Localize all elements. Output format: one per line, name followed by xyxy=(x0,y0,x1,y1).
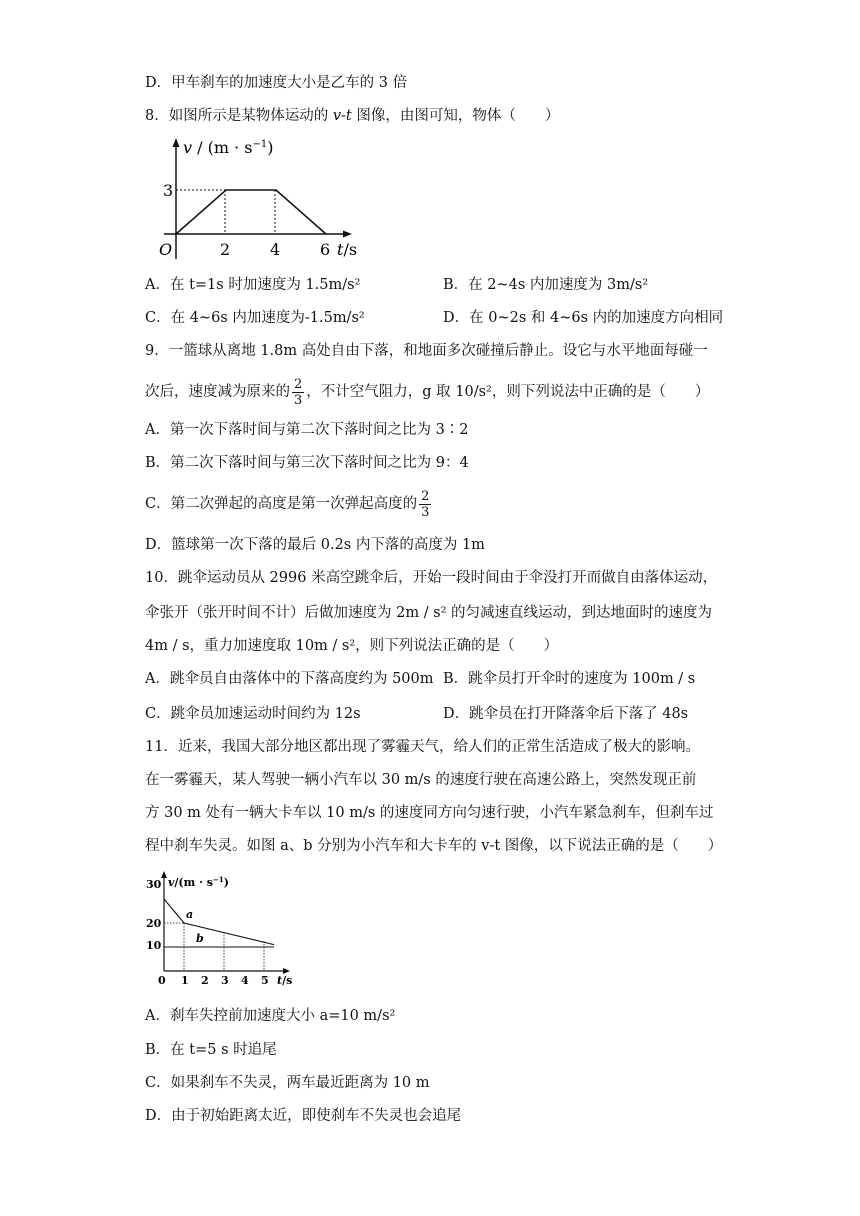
q10-stem-line3: 4m / s，重力加速度取 10m / s²，则下列说法正确的是（ ） xyxy=(145,638,559,654)
q11-line-a xyxy=(164,899,274,945)
q8-stem-a: 8．如图所示是某物体运动的 xyxy=(145,108,333,124)
q9-option-d: D．篮球第一次下落的最后 0.2s 内下落的高度为 1m xyxy=(145,537,485,553)
q11-option-a: A．刹车失控前加速度大小 a=10 m/s² xyxy=(145,1008,396,1024)
q9-option-b: B．第二次下落时间与第三次下落时间之比为 9：4 xyxy=(145,455,469,471)
q11-stem-line3: 方 30 m 处有一辆大卡车以 10 m/s 的速度同方向匀速行驶，小汽车紧急刹车，但刹车过 xyxy=(145,805,714,821)
q9-fraction xyxy=(292,377,304,408)
q11-label-b: b xyxy=(196,932,204,945)
q10-option-d: D．跳伞员在打开降落伞后下落了 48s xyxy=(443,706,689,722)
q11-ytick-10: 10 xyxy=(146,939,162,952)
q8-x-arrow xyxy=(343,231,352,238)
q11-y-arrow xyxy=(161,871,167,878)
q11-xtick-4: 4 xyxy=(241,974,249,987)
q11-vt-graph xyxy=(144,866,304,991)
q11-ylabel: $v/(m \cdot s^{-1})$ xyxy=(168,875,229,889)
q8-option-a: A．在 t=1s 时加速度为 1.5m/s² xyxy=(145,277,361,293)
q8-option-b: B．在 2~4s 内加速度为 3m/s² xyxy=(443,277,649,293)
q8-xtick-6: 6 xyxy=(320,240,331,259)
q9-optC-den: 3 xyxy=(421,504,430,520)
q8-ylabel: $v / (m \cdot s^{-1})$ xyxy=(183,138,274,157)
q7-option-d: D．甲车刹车的加速度大小是乙车的 3 倍 xyxy=(145,75,408,91)
q11-ytick-30: 30 xyxy=(146,878,162,891)
q8-xtick-4: 4 xyxy=(270,240,281,259)
q8-option-d: D．在 0~2s 和 4~6s 内的加速度方向相同 xyxy=(443,310,724,326)
q11-xtick-1: 1 xyxy=(181,974,189,987)
q8-option-c: C．在 4~6s 内加速度为-1.5m/s² xyxy=(145,310,365,326)
q11-xlabel: t/s xyxy=(277,974,293,987)
q9-optC-num: 2 xyxy=(421,488,430,504)
q9-option-c xyxy=(145,486,433,522)
q11-option-d: D．由于初始距离太近，即使刹车不失灵也会追尾 xyxy=(145,1108,462,1124)
q9-option-a: A．第一次下落时间与第二次下落时间之比为 3∶2 xyxy=(145,422,469,438)
q11-stem-line2: 在一雾霾天，某人驾驶一辆小汽车以 30 m/s 的速度行驶在高速公路上，突然发现正前 xyxy=(145,772,697,788)
q8-xlabel: t/s xyxy=(337,240,358,259)
q11-stem-line4: 程中刹车失灵。如图 a、b 分别为小汽车和大卡车的 v-t 图像，以下说法正确的是（ ） xyxy=(145,838,723,854)
q8-y-arrow xyxy=(173,138,180,147)
q10-stem-line1: 10．跳伞运动员从 2996 米高空跳伞后，开始一段时间由于伞没打开而做自由落体运动， xyxy=(145,570,718,586)
q10-option-a: A．跳伞员自由落体中的下落高度约为 500m xyxy=(145,671,434,687)
q11-xtick-2: 2 xyxy=(201,974,209,987)
q9-frac-num: 2 xyxy=(294,376,303,392)
q8-xtick-2: 2 xyxy=(220,240,231,259)
q9-stem2a: 次后，速度减为原来的 xyxy=(145,384,290,400)
q11-ytick-20: 20 xyxy=(146,917,162,930)
q9-optC-text: C．第二次弹起的高度是第一次弹起高度的 xyxy=(145,496,418,512)
q8-vt-graph xyxy=(150,133,370,268)
q8-origin: O xyxy=(159,240,173,259)
q11-option-c: C．如果刹车不失灵，两车最近距离为 10 m xyxy=(145,1075,430,1091)
q8-stem-vt: v-t xyxy=(332,108,352,124)
q8-stem xyxy=(145,106,559,126)
q11-option-b: B．在 t=5 s 时追尾 xyxy=(145,1042,277,1058)
q11-stem-line1: 11．近来，我国大部分地区都出现了雾霾天气，给人们的正常生活造成了极大的影响。 xyxy=(145,739,700,755)
q10-option-c: C．跳伞员加速运动时间约为 12s xyxy=(145,706,361,722)
q9-stem-line1: 9．一篮球从离地 1.8m 高处自由下落，和地面多次碰撞后静止。设它与水平地面每碰一 xyxy=(145,343,708,359)
q8-stem-b: 图像，由图可知，物体（ ） xyxy=(351,108,560,124)
q9-optC-fraction xyxy=(419,489,431,520)
q11-xtick-0: 0 xyxy=(158,974,166,987)
q9-frac-den: 3 xyxy=(294,392,303,408)
q10-stem-line2: 伞张开（张开时间不计）后做加速度为 2m / s² 的匀减速直线运动，到达地面时的速度为 xyxy=(145,605,713,621)
q8-ytick-3: 3 xyxy=(163,181,174,200)
q9-stem-line2 xyxy=(145,374,709,410)
q9-stem2b: ，不计空气阻力，g 取 10/s²，则下列说法中正确的是（ ） xyxy=(306,384,710,400)
q10-option-b: B．跳伞员打开伞时的速度为 100m / s xyxy=(443,671,696,687)
q11-xtick-3: 3 xyxy=(221,974,229,987)
q8-data-line xyxy=(176,190,326,234)
q11-xtick-5: 5 xyxy=(261,974,269,987)
q11-label-a: a xyxy=(186,908,194,921)
